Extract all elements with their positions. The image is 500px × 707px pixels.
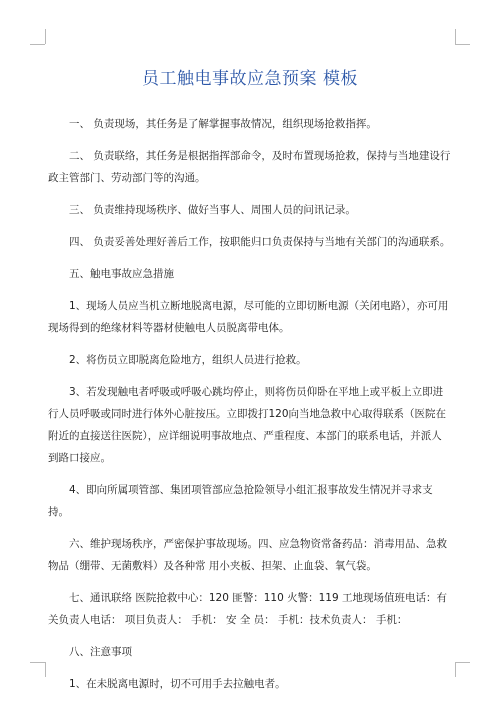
paragraph: 二、 负责联络，其任务是根据指挥部命令，及时布置现场抢救，保持与当地建设行政主管部门、劳动部门等的沟通。 [48,150,451,184]
paragraph: 七、通讯联络 医院抢救中心：120 匪警：110 火警：119 工地现场值班电话：有关负责人电话： 项目负责人： 手机： 安 全 员： 手机：技术负责人： 手机： [48,592,447,626]
document-body [48,113,452,695]
crop-mark [30,662,45,663]
crop-mark [455,44,470,45]
paragraph: 1、现场人员应当机立断地脱离电源，尽可能的立即切断电源（关闭电路），亦可用现场得到的绝缘材料等器材使触电人员脱离带电体。 [48,300,449,334]
paragraph: 四、 负责妥善处理好善后工作，按职能归口负责保持与当地有关部门的沟通联系。 [69,236,451,248]
crop-mark [45,662,46,677]
paragraph: 一、 负责现场，其任务是了解掌握事故情况，组织现场抢救指挥。 [69,118,377,130]
paragraph: 三、 负责维持现场秩序、做好当事人、周围人员的问讯记录。 [69,204,356,216]
paragraph: 六、维护现场秩序，严密保护事故现场。四、应急物资常备药品：消毒用品、急救物品（绷带、无菌敷料）及各种常 用小夹板、担架、止血袋、氧气袋。 [48,538,447,572]
crop-mark [45,29,46,44]
crop-mark [30,44,45,45]
document-title: 员工触电事故应急预案 模板 [142,69,358,89]
crop-mark [455,662,470,663]
paragraph: 1、在未脱离电源时，切不可用手去拉触电者。 [69,678,286,690]
crop-mark [455,662,456,677]
paragraph: 4、即向所属项管部、集团项管部应急抢险领导小组汇报事故发生情况并寻求支持。 [48,484,433,518]
section-heading: 八、注意事项 [69,646,132,658]
section-heading: 五、触电事故应急措施 [69,268,174,280]
crop-mark [455,29,456,44]
paragraph: 3、若发现触电者呼吸或呼吸心跳均停止，则将伤员仰卧在平地上或平板上立即进行人员呼吸或同时进行体外心脏按压。立即拨打120向当地急救中心取得联系（医院在附近的直接送往医院），应详细说明事故地点、严重程度、本部门的联系电话，并派人到路口接应。 [48,386,447,464]
paragraph: 2、将伤员立即脱离危险地方，组织人员进行抢救。 [69,354,307,366]
